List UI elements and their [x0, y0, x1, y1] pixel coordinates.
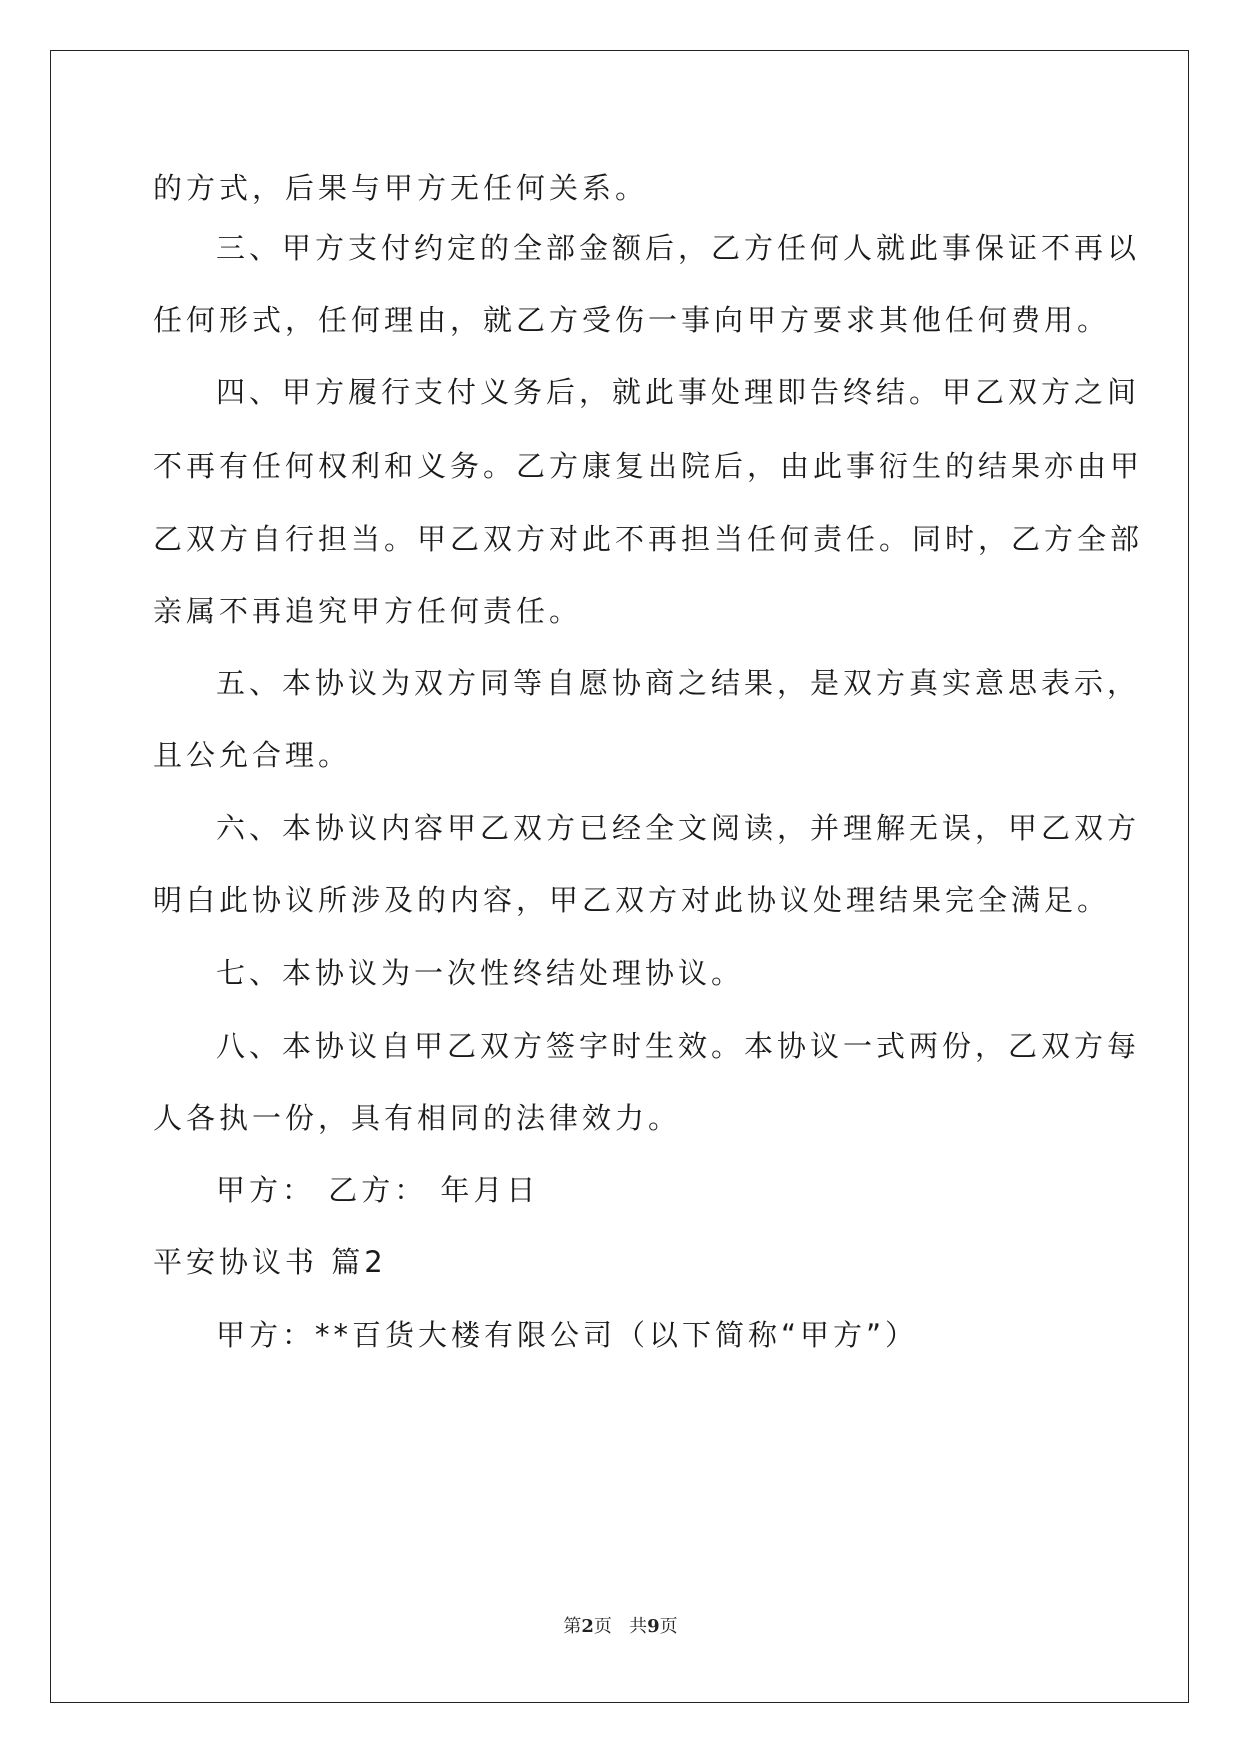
text-line: 八、本协议自甲乙双方签字时生效。本协议一式两份，乙双方每 — [216, 1029, 1141, 1063]
text-line: 三、甲方支付约定的全部金额后，乙方任何人就此事保证不再以 — [216, 231, 1141, 265]
total-pages-number: 9 — [647, 1616, 660, 1637]
text-line: 且公允合理。 — [153, 738, 352, 772]
text-line: 亲属不再追究甲方任何责任。 — [153, 594, 583, 628]
text-line: 任何形式，任何理由，就乙方受伤一事向甲方要求其他任何费用。 — [153, 303, 1111, 337]
footer-total-prefix: 共 — [629, 1616, 648, 1637]
signature-line: 甲方： 乙方： 年月日 — [216, 1173, 540, 1207]
text-line: 甲方：**百货大楼有限公司（以下简称“甲方”） — [216, 1318, 919, 1352]
current-page-number: 2 — [581, 1616, 594, 1637]
text-line: 人各执一份，具有相同的法律效力。 — [153, 1101, 682, 1135]
footer-total-suffix: 页 — [659, 1616, 678, 1637]
text-line: 的方式，后果与甲方无任何关系。 — [153, 171, 649, 205]
text-line: 六、本协议内容甲乙双方已经全文阅读，并理解无误，甲乙双方 — [216, 811, 1141, 845]
page-border — [50, 50, 1189, 1703]
page-footer — [0, 1612, 1241, 1638]
footer-page-suffix: 页 — [593, 1616, 612, 1637]
text-line: 七、本协议为一次性终结处理协议。 — [216, 956, 745, 990]
text-line: 不再有任何权利和义务。乙方康复出院后，由此事衍生的结果亦由甲 — [153, 449, 1144, 483]
footer-prefix: 第 — [563, 1616, 582, 1637]
section-heading: 平安协议书 篇2 — [153, 1245, 387, 1279]
text-line: 五、本协议为双方同等自愿协商之结果，是双方真实意思表示， — [216, 666, 1141, 700]
text-line: 四、甲方履行支付义务后，就此事处理即告终结。甲乙双方之间 — [216, 375, 1141, 409]
text-line: 明白此协议所涉及的内容，甲乙双方对此协议处理结果完全满足。 — [153, 883, 1111, 917]
text-line: 乙双方自行担当。甲乙双方对此不再担当任何责任。同时，乙方全部 — [153, 522, 1144, 556]
